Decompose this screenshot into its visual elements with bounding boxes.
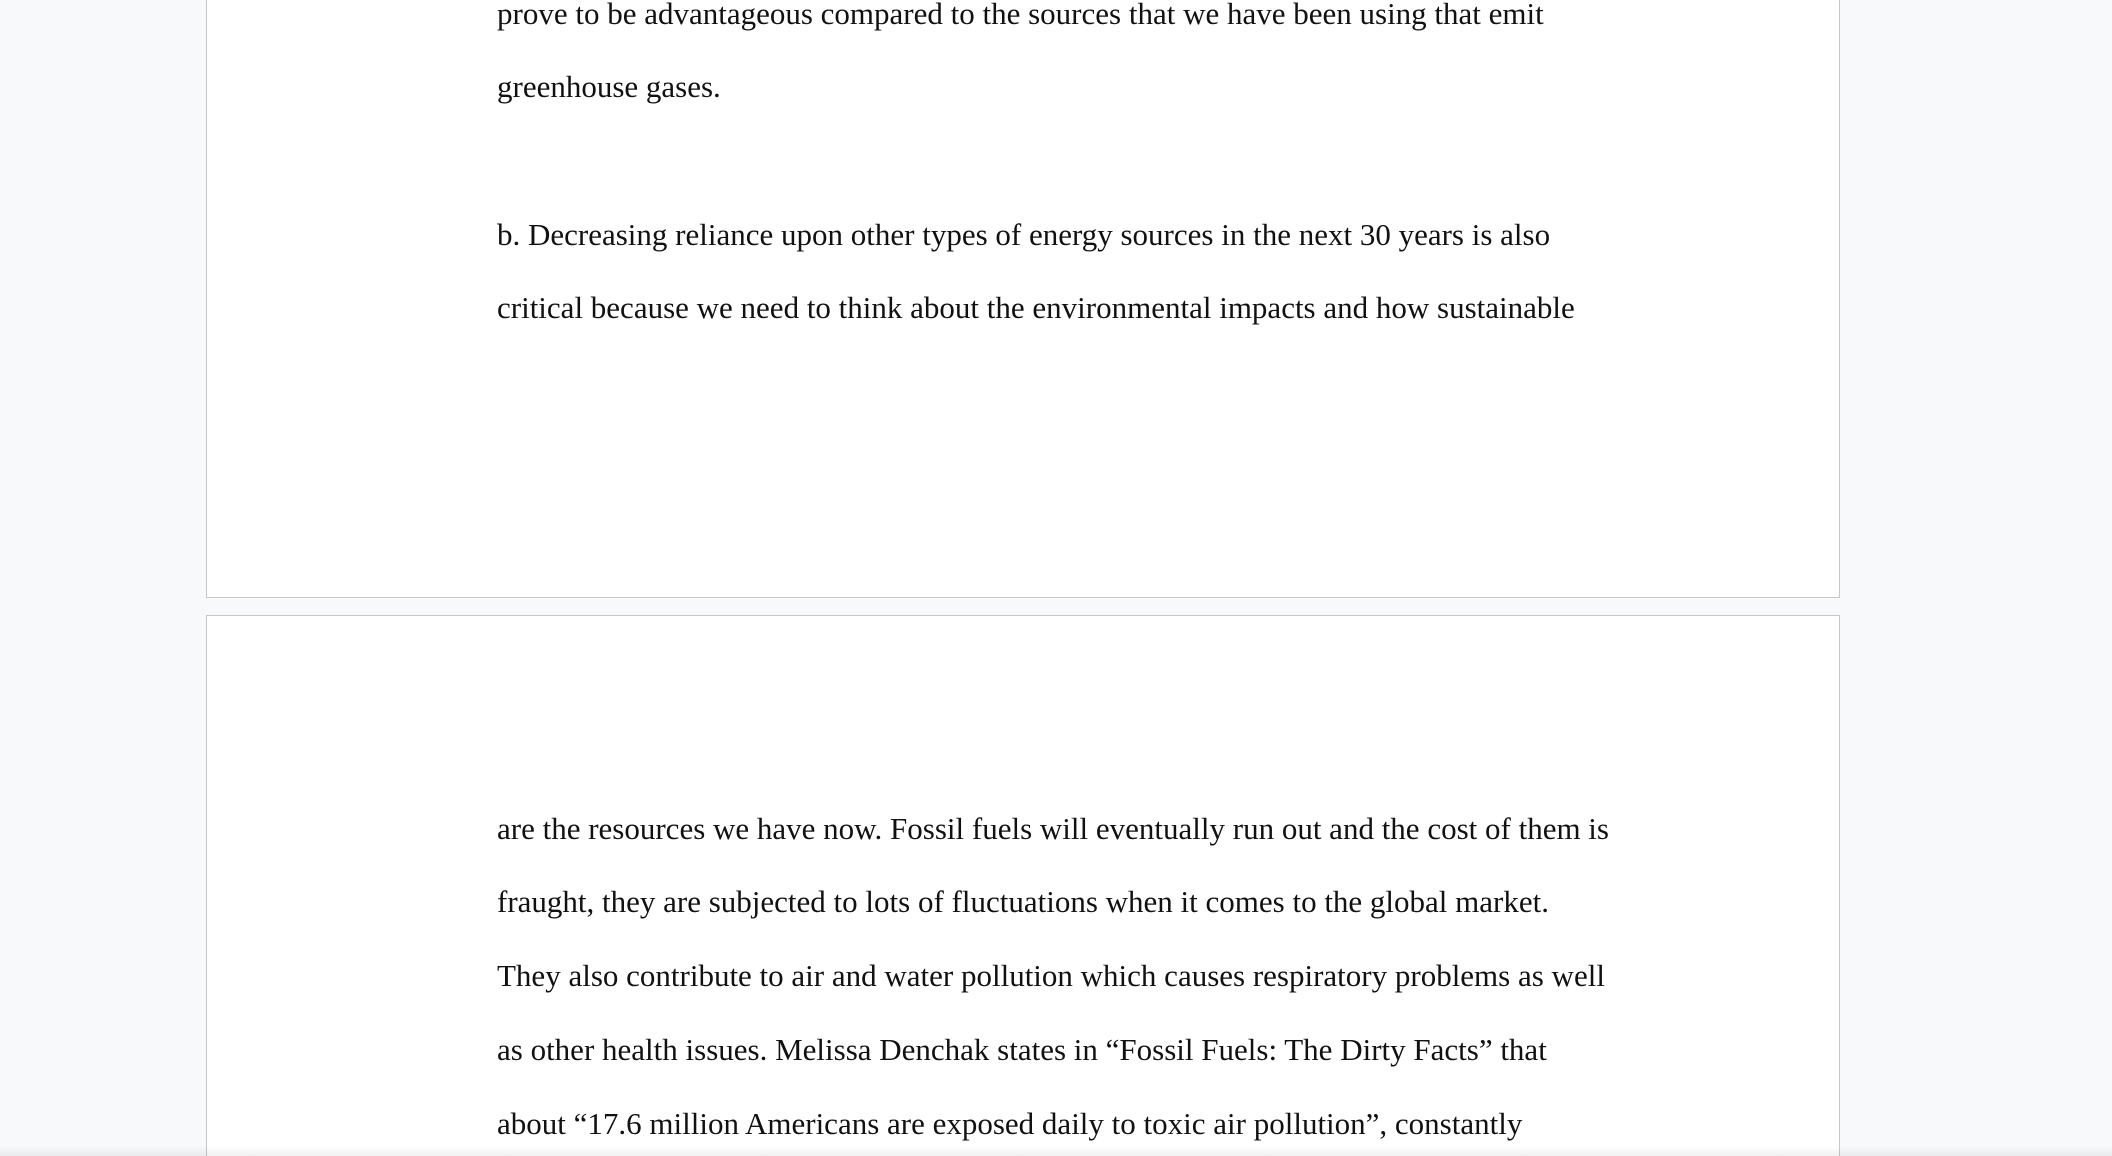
body-text-line: greenhouse gases.	[497, 69, 721, 104]
body-text-line: fraught, they are subjected to lots of fluctuations when it comes to the global market.	[497, 884, 1549, 919]
body-text-line: are the resources we have now. Fossil fuels will eventually run out and the cost of them is	[497, 811, 1609, 846]
body-text-line: b. Decreasing reliance upon other types of energy sources in the next 30 years is also	[497, 217, 1551, 252]
body-text-line: about “17.6 million Americans are exposed daily to toxic air pollution”, constantly	[497, 1106, 1523, 1141]
body-text-line: critical because we need to think about the environmental impacts and how sustainable	[497, 290, 1575, 325]
viewport-bottom-shadow	[0, 1146, 2112, 1156]
body-text-line: prove to be advantageous compared to the sources that we have been using that emit	[497, 0, 1544, 31]
body-text-line: They also contribute to air and water pollution which causes respiratory problems as well	[497, 958, 1605, 993]
document-page-1[interactable]	[206, 0, 1840, 598]
document-page-2[interactable]	[206, 615, 1840, 1156]
body-text-line: as other health issues. Melissa Denchak states in “Fossil Fuels: The Dirty Facts” that	[497, 1032, 1547, 1067]
